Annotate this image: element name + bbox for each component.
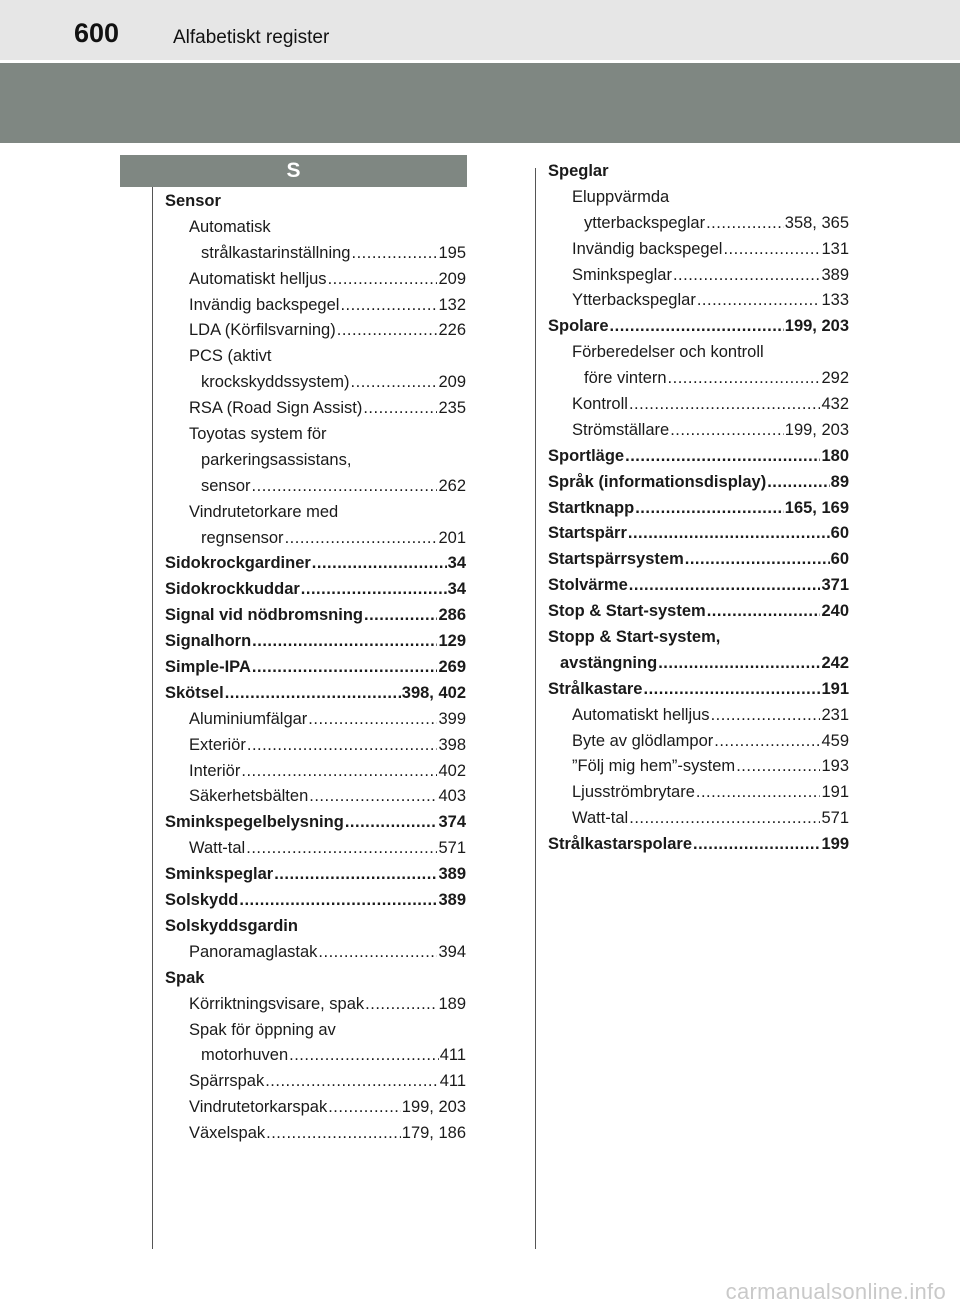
dot-leader (301, 577, 447, 603)
index-main-entry (165, 888, 466, 914)
index-sub-entry (548, 288, 849, 314)
entry-page-ref: 191 (821, 679, 849, 698)
entry-label: regnsensor (201, 528, 284, 547)
index-main-entry (165, 189, 466, 215)
dot-leader (767, 470, 829, 496)
index-sub-entry (548, 366, 849, 392)
entry-page-ref: 226 (438, 321, 466, 340)
dot-leader (707, 599, 821, 625)
index-sub-entry (548, 211, 849, 237)
dot-leader (266, 1121, 401, 1147)
entry-page-ref: 411 (439, 1072, 466, 1091)
index-main-entry (548, 547, 849, 573)
header-band (0, 63, 960, 143)
entry-page-ref: 129 (438, 632, 466, 651)
dot-leader (696, 780, 821, 806)
entry-label: ytterbackspeglar (584, 213, 706, 232)
entry-page-ref: 374 (438, 813, 466, 832)
entry-label: Ytterbackspeglar (572, 291, 696, 310)
dot-leader (328, 1095, 401, 1121)
index-sub-entry (165, 1095, 466, 1121)
dot-leader (363, 396, 437, 422)
index-sub-entry (165, 293, 466, 319)
entry-label: Strålkastarspolare (548, 835, 692, 854)
index-sub-entry (165, 215, 466, 241)
entry-label: Sidokrockgardiner (165, 554, 311, 573)
dot-leader (274, 862, 437, 888)
index-main-entry (165, 966, 466, 992)
index-sub-entry (548, 806, 849, 832)
entry-label: Byte av glödlampor (572, 731, 714, 750)
index-sub-entry (165, 474, 466, 500)
entry-label: parkeringsassistans, (201, 450, 352, 469)
entry-page-ref: 195 (438, 243, 466, 262)
entry-label: Stolvärme (548, 576, 628, 595)
index-sub-entry (165, 992, 466, 1018)
dot-leader (706, 211, 784, 237)
entry-page-ref: 199, 203 (784, 317, 849, 336)
index-main-entry (548, 573, 849, 599)
index-main-entry (165, 862, 466, 888)
dot-leader (351, 370, 438, 396)
entry-page-ref: 189 (438, 994, 466, 1013)
entry-label: Kontroll (572, 395, 628, 414)
index-main-entry (548, 599, 849, 625)
index-sub-entry (548, 754, 849, 780)
entry-label: Sminkspeglar (165, 865, 274, 884)
dot-leader (328, 267, 438, 293)
entry-page-ref: 131 (821, 239, 849, 258)
entry-label: Invändig backspegel (572, 239, 723, 258)
dot-leader (247, 733, 438, 759)
entry-label: Strålkastare (548, 679, 643, 698)
entry-page-ref: 165, 169 (784, 498, 849, 517)
index-sub-entry (165, 318, 466, 344)
entry-page-ref: 286 (438, 606, 466, 625)
entry-label: Vindrutetorkarspak (189, 1098, 328, 1117)
entry-label: Solskydd (165, 891, 239, 910)
index-sub-entry (165, 370, 466, 396)
entry-label: Stop & Start-system (548, 602, 706, 621)
entry-label: Speglar (548, 162, 609, 180)
index-sub-entry (165, 500, 466, 526)
dot-leader (693, 832, 820, 858)
index-sub-entry (165, 526, 466, 552)
dot-leader (625, 444, 820, 470)
index-column-left (165, 189, 466, 1147)
dot-leader (340, 293, 437, 319)
dot-leader (629, 806, 820, 832)
entry-page-ref: 389 (821, 265, 849, 284)
entry-label: Automatiskt helljus (189, 269, 327, 288)
entry-label: PCS (aktivt (189, 347, 272, 366)
index-sub-entry (165, 733, 466, 759)
entry-label: Watt-tal (572, 809, 629, 828)
watermark: carmanualsonline.info (725, 1279, 946, 1304)
entry-label: strålkastarinställning (201, 243, 351, 262)
section-letter: S (120, 155, 467, 187)
page-number: 600 (74, 18, 120, 48)
index-sub-entry (548, 392, 849, 418)
index-sub-entry (548, 703, 849, 729)
index-sub-entry (165, 1018, 466, 1044)
index-main-entry (165, 577, 466, 603)
entry-label: sensor (201, 476, 251, 495)
entry-page-ref: 193 (821, 757, 849, 776)
entry-page-ref: 402 (438, 761, 466, 780)
entry-label: Aluminiumfälgar (189, 709, 308, 728)
entry-label: Panoramaglastak (189, 942, 318, 961)
index-sub-entry (548, 418, 849, 444)
entry-page-ref: 242 (821, 653, 849, 672)
index-column-right (548, 159, 849, 858)
entry-label: Simple-IPA (165, 658, 251, 677)
index-main-entry (165, 551, 466, 577)
dot-leader (610, 314, 784, 340)
dot-leader (337, 318, 438, 344)
dot-leader (629, 392, 821, 418)
dot-leader (351, 241, 437, 267)
index-main-entry (548, 496, 849, 522)
dot-leader (225, 681, 401, 707)
entry-page-ref: 411 (439, 1046, 466, 1065)
index-sub-entry (165, 836, 466, 862)
index-main-entry (165, 603, 466, 629)
entry-page-ref: 179, 186 (401, 1124, 466, 1143)
dot-leader (711, 703, 821, 729)
entry-page-ref: 389 (438, 865, 466, 884)
index-sub-entry (165, 396, 466, 422)
index-sub-entry (165, 1069, 466, 1095)
entry-label: ”Följ mig hem”-system (572, 757, 736, 776)
index-sub-entry (165, 707, 466, 733)
entry-page-ref: 209 (438, 269, 466, 288)
entry-label: Startknapp (548, 498, 635, 517)
index-sub-entry (548, 185, 849, 211)
index-main-entry (165, 914, 466, 940)
index-sub-entry (165, 1043, 466, 1069)
entry-page-ref: 180 (821, 446, 849, 465)
entry-label: Invändig backspegel (189, 295, 340, 314)
index-sub-entry (165, 784, 466, 810)
entry-label: Spolare (548, 317, 609, 336)
index-main-entry (165, 655, 466, 681)
entry-page-ref: 371 (821, 576, 849, 595)
dot-leader (252, 655, 438, 681)
dot-leader (670, 418, 784, 444)
dot-leader (628, 521, 830, 547)
entry-page-ref: 231 (821, 705, 849, 724)
entry-page-ref: 132 (438, 295, 466, 314)
dot-leader (723, 237, 820, 263)
left-column-rule (152, 187, 153, 1249)
entry-page-ref: 209 (438, 373, 466, 392)
entry-label: Körriktningsvisare, spak (189, 994, 365, 1013)
dot-leader (736, 754, 820, 780)
entry-page-ref: 403 (438, 787, 466, 806)
index-main-entry (548, 677, 849, 703)
entry-page-ref: 133 (821, 291, 849, 310)
dot-leader (308, 707, 437, 733)
dot-leader (241, 759, 437, 785)
entry-page-ref: 60 (830, 550, 849, 569)
entry-label: Stopp & Start-system, (548, 628, 721, 647)
entry-label: Säkerhetsbälten (189, 787, 309, 806)
entry-label: Exteriör (189, 735, 246, 754)
index-sub-entry (165, 422, 466, 448)
dot-leader (345, 810, 438, 836)
entry-label: Signal vid nödbromsning (165, 606, 363, 625)
dot-leader (635, 496, 784, 522)
dot-leader (285, 526, 438, 552)
entry-label: Sportläge (548, 446, 625, 465)
entry-page-ref: 191 (821, 783, 849, 802)
entry-label: Strömställare (572, 420, 670, 439)
index-sub-entry (165, 267, 466, 293)
dot-leader (658, 651, 820, 677)
index-main-entry (548, 651, 849, 677)
entry-page-ref: 398, 402 (401, 683, 466, 702)
entry-page-ref: 292 (821, 369, 849, 388)
entry-page-ref: 60 (830, 524, 849, 543)
index-main-entry (548, 444, 849, 470)
entry-page-ref: 240 (821, 602, 849, 621)
entry-label: Sminkspeglar (572, 265, 672, 284)
entry-label: motorhuven (201, 1046, 289, 1065)
entry-page-ref: 432 (821, 395, 849, 414)
entry-page-ref: 394 (438, 942, 466, 961)
entry-label: Sidokrockkuddar (165, 580, 300, 599)
index-main-entry (548, 625, 849, 651)
entry-label: Spärrspak (189, 1072, 265, 1091)
dot-leader (309, 784, 437, 810)
entry-page-ref: 34 (447, 580, 466, 599)
entry-label: Interiör (189, 761, 241, 780)
dot-leader (265, 1069, 438, 1095)
dot-leader (364, 603, 437, 629)
dot-leader (318, 940, 437, 966)
index-main-entry (548, 521, 849, 547)
entry-label: Förberedelser och kontroll (572, 343, 764, 362)
dot-leader (643, 677, 820, 703)
index-sub-entry (165, 1121, 466, 1147)
entry-page-ref: 199, 203 (401, 1098, 466, 1117)
entry-page-ref: 399 (438, 709, 466, 728)
entry-label: Skötsel (165, 683, 224, 702)
entry-label: före vintern (584, 369, 667, 388)
entry-page-ref: 398 (438, 735, 466, 754)
dot-leader (365, 992, 437, 1018)
index-sub-entry (165, 344, 466, 370)
dot-leader (668, 366, 821, 392)
entry-label: Eluppvärmda (572, 187, 670, 206)
index-main-entry (548, 832, 849, 858)
index-sub-entry (165, 241, 466, 267)
dot-leader (246, 836, 437, 862)
entry-page-ref: 269 (438, 658, 466, 677)
entry-label: Växelspak (189, 1124, 266, 1143)
index-main-entry (548, 470, 849, 496)
index-sub-entry (548, 237, 849, 263)
index-sub-entry (548, 340, 849, 366)
index-sub-entry (165, 448, 466, 474)
index-sub-entry (165, 759, 466, 785)
entry-label: Vindrutetorkare med (189, 502, 339, 521)
entry-page-ref: 199 (821, 835, 849, 854)
index-main-entry (165, 810, 466, 836)
entry-label: Toyotas system för (189, 425, 327, 444)
entry-page-ref: 358, 365 (784, 213, 849, 232)
index-main-entry (165, 681, 466, 707)
dot-leader (697, 288, 821, 314)
index-sub-entry (548, 263, 849, 289)
index-sub-entry (548, 780, 849, 806)
entry-page-ref: 459 (821, 731, 849, 750)
index-main-entry (165, 629, 466, 655)
entry-label: Språk (informationsdisplay) (548, 472, 767, 491)
entry-label: Solskyddsgardin (165, 916, 298, 935)
dot-leader (629, 573, 821, 599)
entry-label: krockskyddssystem) (201, 373, 350, 392)
entry-label: Automatisk (189, 217, 271, 236)
dot-leader (673, 263, 821, 289)
right-column-rule (535, 168, 536, 1249)
entry-label: avstängning (560, 653, 658, 672)
entry-page-ref: 199, 203 (784, 420, 849, 439)
index-main-entry (548, 314, 849, 340)
index-sub-entry (165, 940, 466, 966)
dot-leader (312, 551, 447, 577)
entry-page-ref: 34 (447, 554, 466, 573)
entry-label: Watt-tal (189, 839, 246, 858)
entry-page-ref: 262 (438, 476, 466, 495)
dot-leader (714, 729, 820, 755)
dot-leader (685, 547, 830, 573)
page-title: Alfabetiskt register (173, 27, 330, 48)
dot-leader (252, 474, 438, 500)
entry-page-ref: 235 (438, 399, 466, 418)
index-main-entry (548, 159, 849, 185)
entry-label: Spak för öppning av (189, 1020, 336, 1039)
entry-label: Spak (165, 968, 205, 987)
entry-page-ref: 89 (830, 472, 849, 491)
entry-label: RSA (Road Sign Assist) (189, 399, 363, 418)
page-header (0, 0, 960, 60)
entry-page-ref: 571 (438, 839, 466, 858)
dot-leader (289, 1043, 439, 1069)
entry-label: Sensor (165, 192, 221, 210)
index-sub-entry (548, 729, 849, 755)
entry-label: Startspärrsystem (548, 550, 684, 569)
entry-label: Automatiskt helljus (572, 705, 710, 724)
entry-page-ref: 201 (438, 528, 466, 547)
entry-label: Signalhorn (165, 632, 252, 651)
entry-label: LDA (Körfilsvarning) (189, 321, 336, 340)
entry-label: Sminkspegelbelysning (165, 813, 344, 832)
dot-leader (239, 888, 437, 914)
entry-page-ref: 571 (821, 809, 849, 828)
entry-label: Ljusströmbrytare (572, 783, 695, 802)
dot-leader (252, 629, 437, 655)
entry-page-ref: 389 (438, 891, 466, 910)
entry-label: Startspärr (548, 524, 627, 543)
